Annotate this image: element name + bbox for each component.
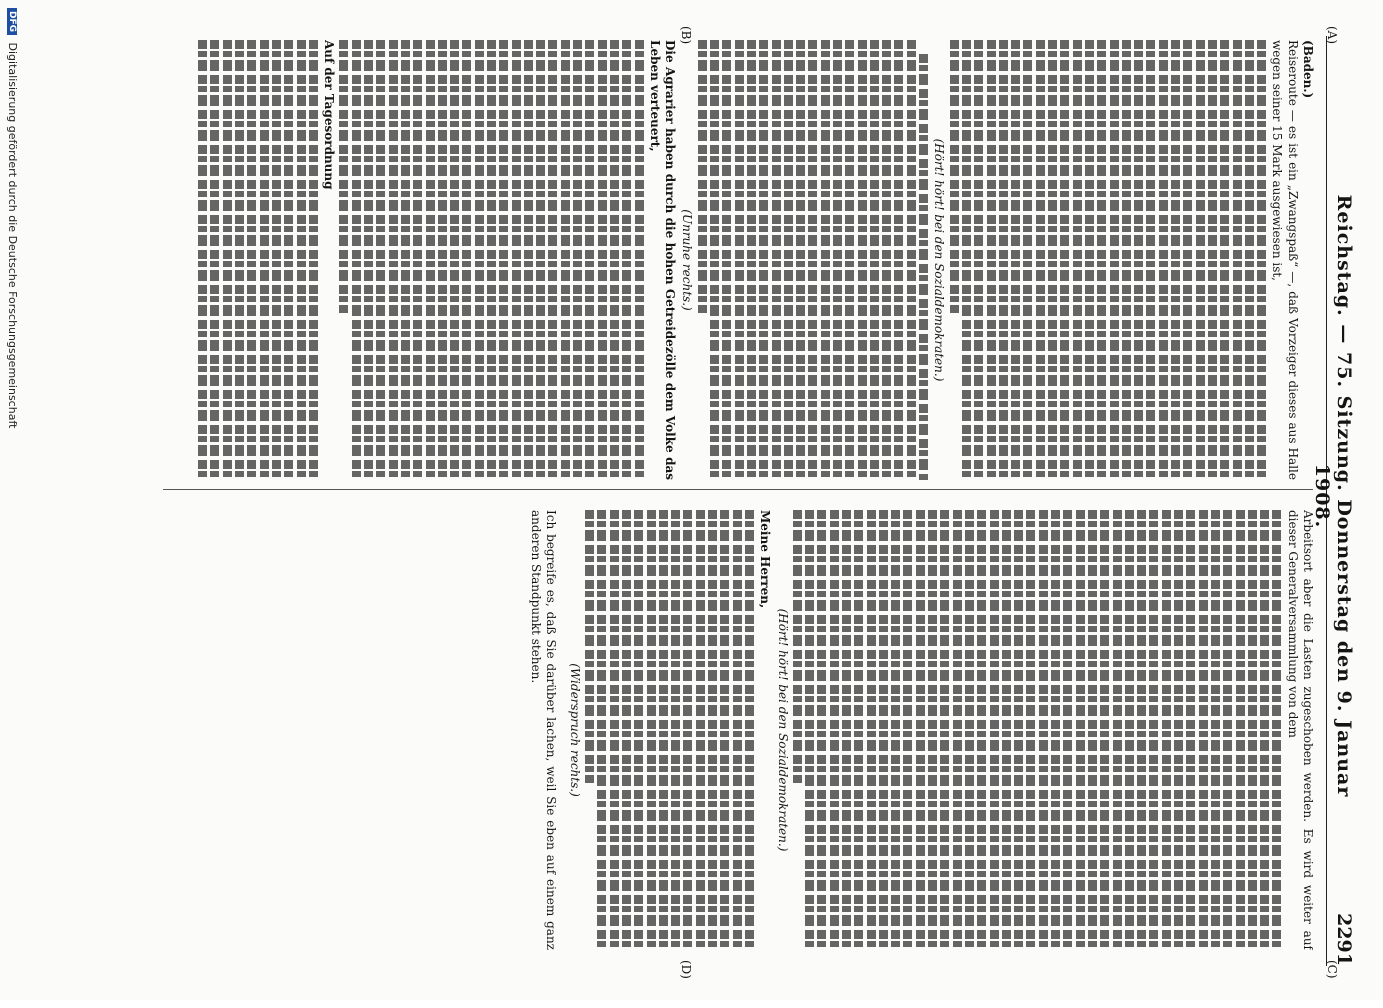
paragraph-lead: Auf der Tagesordnung [322, 40, 337, 190]
section-label: (Baden.) [1301, 40, 1315, 99]
paragraph-lead: Die Agrarier haben durch die hohen Getreidezölle dem Volke das Leben verteuert, [647, 40, 678, 480]
page-number: 2291 [1333, 913, 1355, 966]
right-column-body-2 [585, 510, 754, 950]
interjection-note: (Hört! hört! bei den Sozialdemokraten.) [775, 608, 790, 852]
left-column-body-3 [339, 40, 643, 480]
header-title: Reichstag. — 75. Sitzung. Donnerstag den 9. Januar 1908. [1311, 194, 1355, 798]
right-column [165, 510, 1315, 950]
margin-marker-a: (A) [1325, 26, 1339, 45]
credit-text: Digitalisierung gefördert durch die Deutsche Forschungsgemeinschaft [6, 42, 19, 429]
margin-marker-b: (B) [679, 26, 693, 45]
dfg-logo: DFG [7, 8, 17, 35]
interjection-note: (Widerspruch rechts.) [567, 663, 582, 797]
left-column-body-1 [950, 40, 1266, 480]
column-divider [163, 489, 1313, 490]
digitization-credit [6, 0, 19, 1008]
left-column [165, 40, 1315, 480]
column-closing-text: Ich begreife es, daß Sie darüber lachen, weil Sie eben auf einem ganz anderen Standpunkt stehen. [529, 510, 559, 950]
left-column-body-4 [198, 40, 318, 480]
margin-marker-c: (C) [1325, 960, 1339, 979]
column-opening-text: Reiseroute — es ist ein „Zwangspaß“ —, daß Vorzeiger dieses aus Halle wegen seiner 15 Mark ausgewiesen ist, [1270, 40, 1300, 480]
paragraph-lead: Meine Herren, [758, 510, 773, 609]
page-header [1311, 36, 1355, 966]
left-column-body-2 [698, 40, 928, 480]
right-column-body-1 [793, 510, 1282, 950]
margin-marker-d: (D) [679, 960, 693, 979]
interjection-note: (Hört! hört! bei den Sozialdemokraten.) [932, 138, 947, 382]
interjection-note: (Unruhe rechts.) [680, 209, 695, 311]
column-opening-text: Arbeitsort aber die Lasten zugeschoben werden. Es wird weiter auf dieser Generalversammlung von dem [1285, 510, 1315, 950]
